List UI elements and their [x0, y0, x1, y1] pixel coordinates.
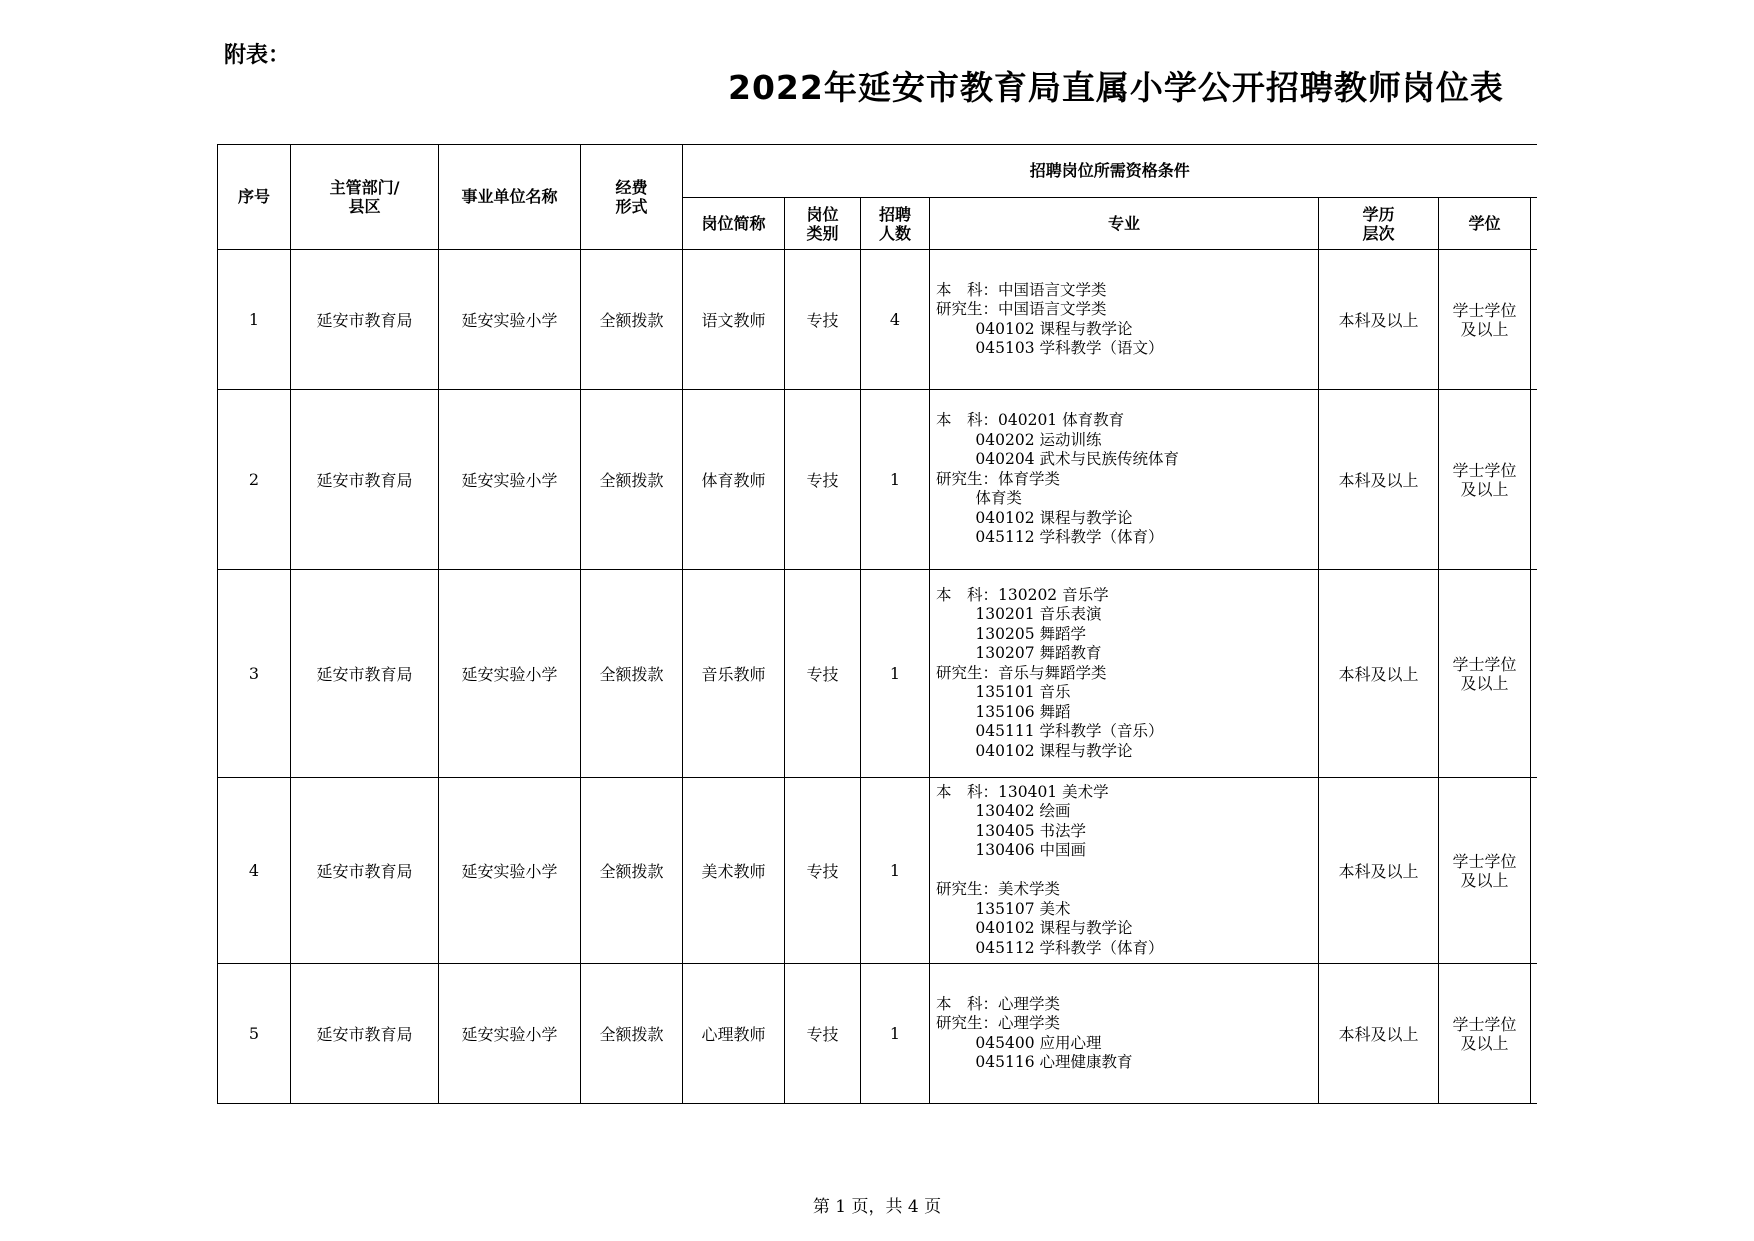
degree-line: 及以上	[1460, 870, 1509, 890]
cell-dept: 延安市教育局	[291, 778, 439, 964]
header-dept: 主管部门/ 县区	[291, 145, 439, 250]
major-line: 135106 舞蹈	[936, 702, 1071, 721]
cell-unit: 延安实验小学	[439, 570, 581, 778]
cell-edge	[1531, 250, 1537, 390]
cell-post: 语文教师	[683, 250, 785, 390]
cell-seq: 5	[218, 964, 291, 1104]
major-line: 130205 舞蹈学	[936, 624, 1087, 643]
major-line: 130406 中国画	[936, 841, 1087, 860]
cell-edge	[1531, 964, 1537, 1104]
cell-major	[930, 390, 1319, 570]
cell-post: 心理教师	[683, 964, 785, 1104]
cell-category: 专技	[785, 778, 861, 964]
cell-post: 体育教师	[683, 390, 785, 570]
cell-degree	[1439, 250, 1531, 390]
header-degree: 学位	[1439, 198, 1531, 250]
cell-category: 专技	[785, 250, 861, 390]
cell-edu: 本科及以上	[1319, 964, 1439, 1104]
major-line: 040202 运动训练	[936, 430, 1102, 449]
degree-line: 学士学位	[1452, 654, 1517, 674]
major-line: 130207 舞蹈教育	[936, 644, 1102, 663]
cell-unit: 延安实验小学	[439, 390, 581, 570]
cell-degree	[1439, 964, 1531, 1104]
major-line: 040102 课程与教学论	[936, 741, 1133, 760]
cell-count: 1	[861, 390, 930, 570]
table-row	[218, 570, 1537, 778]
degree-line: 学士学位	[1452, 300, 1517, 320]
degree-line: 及以上	[1460, 479, 1509, 499]
major-line: 本 科：心理学类	[936, 994, 1061, 1013]
major-line: 130405 书法学	[936, 821, 1087, 840]
cell-edge	[1531, 570, 1537, 778]
major-line: 045103 学科教学（语文）	[936, 339, 1164, 357]
table-row	[218, 964, 1537, 1104]
header-seq: 序号	[218, 145, 291, 250]
cell-edge	[1531, 390, 1537, 570]
cell-edu: 本科及以上	[1319, 250, 1439, 390]
cell-degree	[1439, 390, 1531, 570]
cell-unit: 延安实验小学	[439, 250, 581, 390]
major-line	[936, 861, 1318, 881]
header-post: 岗位简称	[683, 198, 785, 250]
cell-seq: 3	[218, 570, 291, 778]
major-line: 040204 武术与民族传统体育	[936, 450, 1180, 469]
cell-funding: 全额拨款	[581, 964, 683, 1104]
cell-funding: 全额拨款	[581, 390, 683, 570]
major-line: 本 科：130202 音乐学	[936, 585, 1109, 604]
cell-count: 4	[861, 250, 930, 390]
major-line: 045116 心理健康教育	[936, 1053, 1133, 1071]
cell-funding: 全额拨款	[581, 570, 683, 778]
degree-line: 及以上	[1460, 1033, 1509, 1053]
major-line: 研究生：心理学类	[936, 1014, 1061, 1032]
cell-post: 音乐教师	[683, 570, 785, 778]
cell-funding: 全额拨款	[581, 250, 683, 390]
cell-seq: 1	[218, 250, 291, 390]
cell-edu: 本科及以上	[1319, 390, 1439, 570]
cell-major	[930, 778, 1319, 964]
cell-dept: 延安市教育局	[291, 390, 439, 570]
cell-seq: 2	[218, 390, 291, 570]
page-title: 2022年延安市教育局直属小学公开招聘教师岗位表	[728, 68, 1504, 107]
major-line: 045400 应用心理	[936, 1033, 1102, 1052]
degree-line: 学士学位	[1452, 1014, 1517, 1034]
major-line: 本 科：130401 美术学	[936, 782, 1109, 801]
header-edge	[1531, 198, 1537, 250]
degree-line: 及以上	[1460, 673, 1509, 693]
major-line: 040102 课程与教学论	[936, 508, 1133, 527]
header-major: 专业	[930, 198, 1319, 250]
header-category: 岗位 类别	[785, 198, 861, 250]
major-line: 130201 音乐表演	[936, 605, 1102, 624]
header-unit: 事业单位名称	[439, 145, 581, 250]
cell-post: 美术教师	[683, 778, 785, 964]
degree-line: 学士学位	[1452, 851, 1517, 871]
cell-dept: 延安市教育局	[291, 570, 439, 778]
major-line: 135101 音乐	[936, 683, 1071, 702]
major-line: 135107 美术	[936, 899, 1071, 918]
cell-category: 专技	[785, 390, 861, 570]
cell-major	[930, 250, 1319, 390]
major-line: 045111 学科教学（音乐）	[936, 722, 1164, 741]
cell-count: 1	[861, 570, 930, 778]
cell-funding: 全额拨款	[581, 778, 683, 964]
cell-edu: 本科及以上	[1319, 778, 1439, 964]
cell-dept: 延安市教育局	[291, 250, 439, 390]
cell-unit: 延安实验小学	[439, 778, 581, 964]
table-row	[218, 778, 1537, 964]
cell-edge	[1531, 778, 1537, 964]
cell-category: 专技	[785, 964, 861, 1104]
major-line: 040102 课程与教学论	[936, 919, 1133, 938]
major-line: 体育类	[936, 489, 1022, 508]
degree-line: 及以上	[1460, 319, 1509, 339]
table-row	[218, 250, 1537, 390]
page-footer: 第 1 页，共 4 页	[812, 1197, 942, 1217]
header-count: 招聘 人数	[861, 198, 930, 250]
header-conditions: 招聘岗位所需资格条件	[683, 145, 1537, 198]
cell-unit: 延安实验小学	[439, 964, 581, 1104]
annex-label: 附表：	[224, 43, 291, 68]
cell-dept: 延安市教育局	[291, 964, 439, 1104]
cell-degree	[1439, 778, 1531, 964]
cell-seq: 4	[218, 778, 291, 964]
major-line: 研究生：音乐与舞蹈学类	[936, 663, 1107, 682]
table-row	[218, 390, 1537, 570]
cell-category: 专技	[785, 570, 861, 778]
cell-count: 1	[861, 964, 930, 1104]
major-line: 研究生：中国语言文学类	[936, 300, 1107, 318]
major-line: 研究生：体育学类	[936, 469, 1061, 488]
major-line: 本 科：中国语言文学类	[936, 280, 1107, 299]
recruitment-table	[217, 144, 1537, 1104]
degree-line: 学士学位	[1452, 460, 1517, 480]
cell-count: 1	[861, 778, 930, 964]
cell-major	[930, 570, 1319, 778]
major-line: 045112 学科教学（体育）	[936, 938, 1164, 957]
cell-edu: 本科及以上	[1319, 570, 1439, 778]
major-line: 研究生：美术学类	[936, 880, 1061, 899]
major-line: 040102 课程与教学论	[936, 319, 1133, 338]
cell-degree	[1439, 570, 1531, 778]
cell-major	[930, 964, 1319, 1104]
major-line: 130402 绘画	[936, 802, 1071, 821]
major-line: 本 科：040201 体育教育	[936, 411, 1125, 430]
header-edu: 学历 层次	[1319, 198, 1439, 250]
major-line: 045112 学科教学（体育）	[936, 528, 1164, 547]
header-funding: 经费 形式	[581, 145, 683, 250]
